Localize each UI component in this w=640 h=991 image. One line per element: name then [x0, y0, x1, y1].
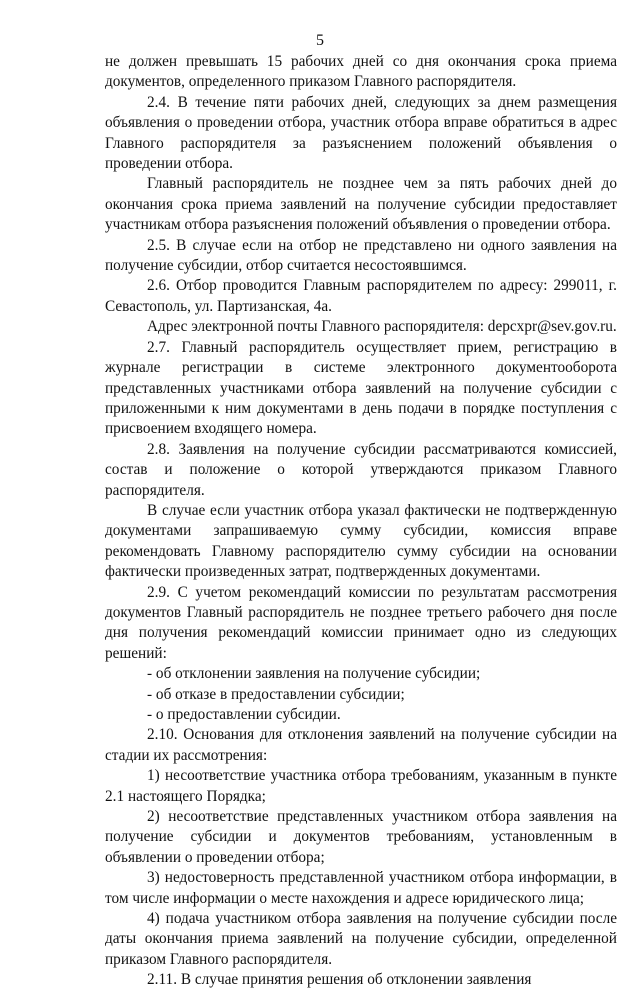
list-item: 3) недостоверность представленной участником отбора информации, в том числе информации о месте нахождения и адресе юридического лица; — [105, 869, 617, 907]
paragraph: 2.5. В случае если на отбор не представлено ни одного заявления на получение субсидии, отбор считается несостоявшимся. — [105, 236, 617, 275]
paragraph: 2.10. Основания для отклонения заявлений на получение субсидии на стадии их рассмотрения: — [105, 726, 617, 764]
paragraph: 2.4. В течение пяти рабочих дней, следующих за днем размещения объявления о проведении отбора, участник отбора вправе обратиться в адрес Главного распорядителя за разъяснением положений объявления о проведении отбора. — [105, 93, 617, 173]
list-item: - об отказе в предоставлении субсидии; — [147, 685, 405, 703]
paragraph: не должен превышать 15 рабочих дней со дня окончания срока приема документов, определенного приказом Главного распорядителя. — [105, 53, 617, 91]
paragraph: Адрес электронной почты Главного распорядителя: depcxpr@sev.gov.ru. — [147, 318, 617, 336]
paragraph: В случае если участник отбора указал фактически не подтвержденную документами запрашиваемую сумму субсидии, комиссия вправе рекомендовать Главному распорядителю сумму субсидии на основании фактически произведенных затрат, подтвержденных документами. — [105, 501, 617, 581]
list-item: 1) несоответствие участника отбора требованиям, указанным в пункте 2.1 настоящего Порядка; — [105, 767, 617, 805]
paragraph: 2.7. Главный распорядитель осуществляет прием, регистрацию в журнале регистрации в системе электронного документооборота представленных участниками отбора заявлений на получение субсидии с приложенными к ним документами в день подачи в порядке поступления с присвоением входящего номера. — [105, 338, 617, 438]
list-item: - о предоставлении субсидии. — [147, 706, 341, 723]
paragraph: 2.11. В случае принятия решения об отклонении заявления — [147, 971, 532, 989]
paragraph: 2.6. Отбор проводится Главным распорядителем по адресу: 299011, г. Севастополь, ул. Партизанская, 4а. — [105, 277, 617, 315]
paragraph: Главный распорядитель не позднее чем за пять рабочих дней до окончания срока приема заявлений на получение субсидии предоставляет участникам отбора разъяснения положений объявления о проведении отбора. — [105, 175, 617, 234]
document-body — [105, 52, 617, 991]
list-item: - об отклонении заявления на получение субсидии; — [147, 665, 481, 683]
paragraph: 2.9. С учетом рекомендаций комиссии по результатам рассмотрения документов Главный распорядитель не позднее третьего рабочего дня после дня получения рекомендаций комиссии принимает одно из следующих решений: — [105, 583, 617, 662]
list-item: 4) подача участником отбора заявления на получение субсидии после даты окончания приема заявлений на получение субсидии, определенной приказом Главного распорядителя. — [105, 910, 617, 968]
list-item: 2) несоответствие представленных участником отбора заявления на получение субсидии и документов требованиям, установленным в объявлении о проведении отбора; — [105, 808, 617, 866]
paragraph: 2.8. Заявления на получение субсидии рассматриваются комиссией, состав и положение о которой утверждаются приказом Главного распорядителя. — [105, 440, 617, 499]
page-number: 5 — [316, 32, 324, 49]
